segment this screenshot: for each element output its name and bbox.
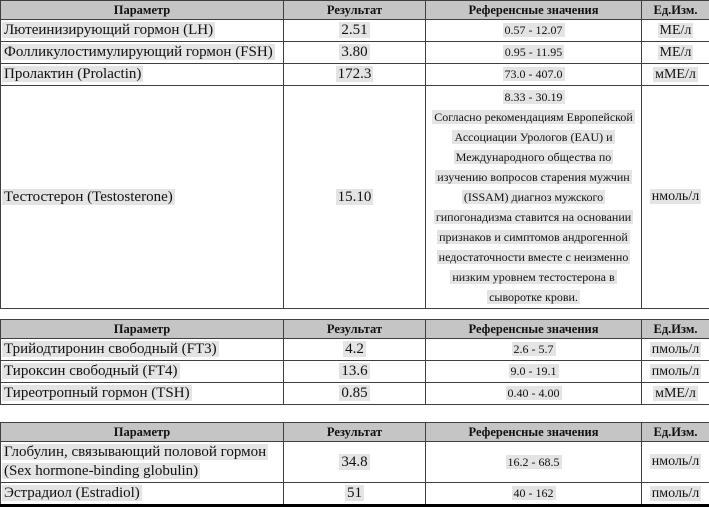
unit-cell: [642, 383, 709, 405]
reference-range: 8.33 - 30.19: [429, 87, 638, 107]
parameter-cell: [1, 483, 284, 506]
table-row-ft4: [1, 361, 709, 383]
unit-value: МЕ/л: [658, 23, 694, 38]
table-header-row: [1, 1, 709, 20]
parameter-value: Глобулин, связывающий половой гормон (Sex hormone-binding globulin): [2, 444, 268, 479]
parameter-value: Лютеинизирующий гормон (LH): [2, 22, 215, 38]
result-value: 3.80: [339, 44, 369, 60]
parameter-value: Фолликулостимулирующий гормон (FSH): [2, 44, 275, 60]
parameter-value: Тестостерон (Testosterone): [2, 189, 175, 205]
reference-value: 0.40 - 4.00: [506, 386, 562, 400]
reference-cell: [426, 64, 642, 86]
parameter-cell: [1, 86, 284, 309]
parameter-cell: [1, 442, 284, 483]
reference-value: 9.0 - 19.1: [509, 364, 559, 378]
parameter-value: Тироксин свободный (FT4): [2, 363, 180, 379]
reference-value: 2.6 - 5.7: [512, 342, 556, 356]
column-header-reference: Референсные значения: [426, 423, 642, 442]
column-header-result: Результат: [284, 1, 426, 20]
parameter-cell: [1, 42, 284, 64]
parameter-value: Тиреотропный гормон (TSH): [2, 385, 192, 401]
parameter-cell: [1, 383, 284, 405]
table-row-estradiol: [1, 483, 709, 506]
unit-value: пмоль/л: [650, 364, 701, 379]
result-value: 15.10: [336, 189, 374, 205]
reference-value: 16.2 - 68.5: [506, 455, 562, 469]
reference-cell: [426, 361, 642, 383]
column-header-unit: Ед.Изм.: [642, 320, 709, 339]
reference-value: 0.57 - 12.07: [503, 23, 565, 37]
table-row-testosterone: [1, 86, 709, 309]
column-header-parameter: Параметр: [1, 1, 284, 20]
result-value: 51: [345, 485, 364, 501]
table-row-fsh: [1, 42, 709, 64]
result-value: 34.8: [339, 454, 369, 470]
column-header-unit: Ед.Изм.: [642, 423, 709, 442]
unit-value: нмоль/л: [650, 189, 701, 204]
parameter-cell: [1, 64, 284, 86]
table-row-lh: [1, 20, 709, 42]
result-value: 172.3: [336, 66, 374, 82]
parameter-cell: [1, 20, 284, 42]
unit-value: мМЕ/л: [653, 67, 698, 82]
unit-cell: [642, 483, 709, 506]
table-row-ft3: [1, 339, 709, 361]
result-cell: [284, 42, 426, 64]
unit-cell: [642, 86, 709, 309]
column-header-reference: Референсные значения: [426, 1, 642, 20]
reference-cell: [426, 483, 642, 506]
lab-results-table-binding-estradiol: [0, 422, 709, 507]
column-header-parameter: Параметр: [1, 423, 284, 442]
reference-cell: [426, 86, 642, 309]
column-header-result: Результат: [284, 423, 426, 442]
table-header-row: [1, 423, 709, 442]
table-row-tsh: [1, 383, 709, 405]
unit-cell: [642, 361, 709, 383]
parameter-value: Трийодтиронин свободный (FT3): [2, 341, 219, 357]
result-cell: [284, 361, 426, 383]
reference-value: 40 - 162: [512, 486, 556, 500]
parameter-value: Пролактин (Prolactin): [2, 66, 143, 82]
result-cell: [284, 442, 426, 483]
table-row-prolactin: [1, 64, 709, 86]
result-value: 0.85: [339, 385, 369, 401]
column-header-unit: Ед.Изм.: [642, 1, 709, 20]
unit-cell: [642, 20, 709, 42]
unit-cell: [642, 442, 709, 483]
reference-note: Согласно рекомендациям Европейской Ассоциации Урологов (EAU) и Международного общества по изучению вопросов старения мужчин (ISSAM) диагноз мужского гипогонадизма ставится на основании признаков и симптомов андрогенной недостаточности вместе с неизменно низким уровнем тестостерона в сыворотке крови.: [429, 107, 638, 307]
unit-value: нмоль/л: [650, 454, 701, 469]
result-cell: [284, 64, 426, 86]
result-cell: [284, 483, 426, 506]
unit-cell: [642, 339, 709, 361]
reference-value: 73.0 - 407.0: [503, 67, 565, 81]
unit-cell: [642, 64, 709, 86]
unit-value: мМЕ/л: [653, 386, 698, 401]
result-value: 4.2: [343, 341, 366, 357]
reference-cell: [426, 339, 642, 361]
result-value: 13.6: [339, 363, 369, 379]
lab-results-table-thyroid: [0, 319, 709, 405]
table-header-row: [1, 320, 709, 339]
unit-value: МЕ/л: [658, 45, 694, 60]
column-header-result: Результат: [284, 320, 426, 339]
reference-cell: [426, 42, 642, 64]
result-cell: [284, 20, 426, 42]
column-header-reference: Референсные значения: [426, 320, 642, 339]
result-cell: [284, 383, 426, 405]
result-cell: [284, 86, 426, 309]
result-value: 2.51: [339, 22, 369, 38]
unit-value: пмоль/л: [650, 342, 701, 357]
reference-cell: [426, 383, 642, 405]
result-cell: [284, 339, 426, 361]
parameter-value: Эстрадиол (Estradiol): [2, 485, 142, 501]
unit-cell: [642, 42, 709, 64]
reference-cell: [426, 442, 642, 483]
table-row-shbg: [1, 442, 709, 483]
reference-cell: [426, 20, 642, 42]
parameter-cell: [1, 361, 284, 383]
unit-value: пмоль/л: [650, 486, 701, 501]
column-header-parameter: Параметр: [1, 320, 284, 339]
parameter-cell: [1, 339, 284, 361]
reference-value: 0.95 - 11.95: [503, 45, 565, 59]
